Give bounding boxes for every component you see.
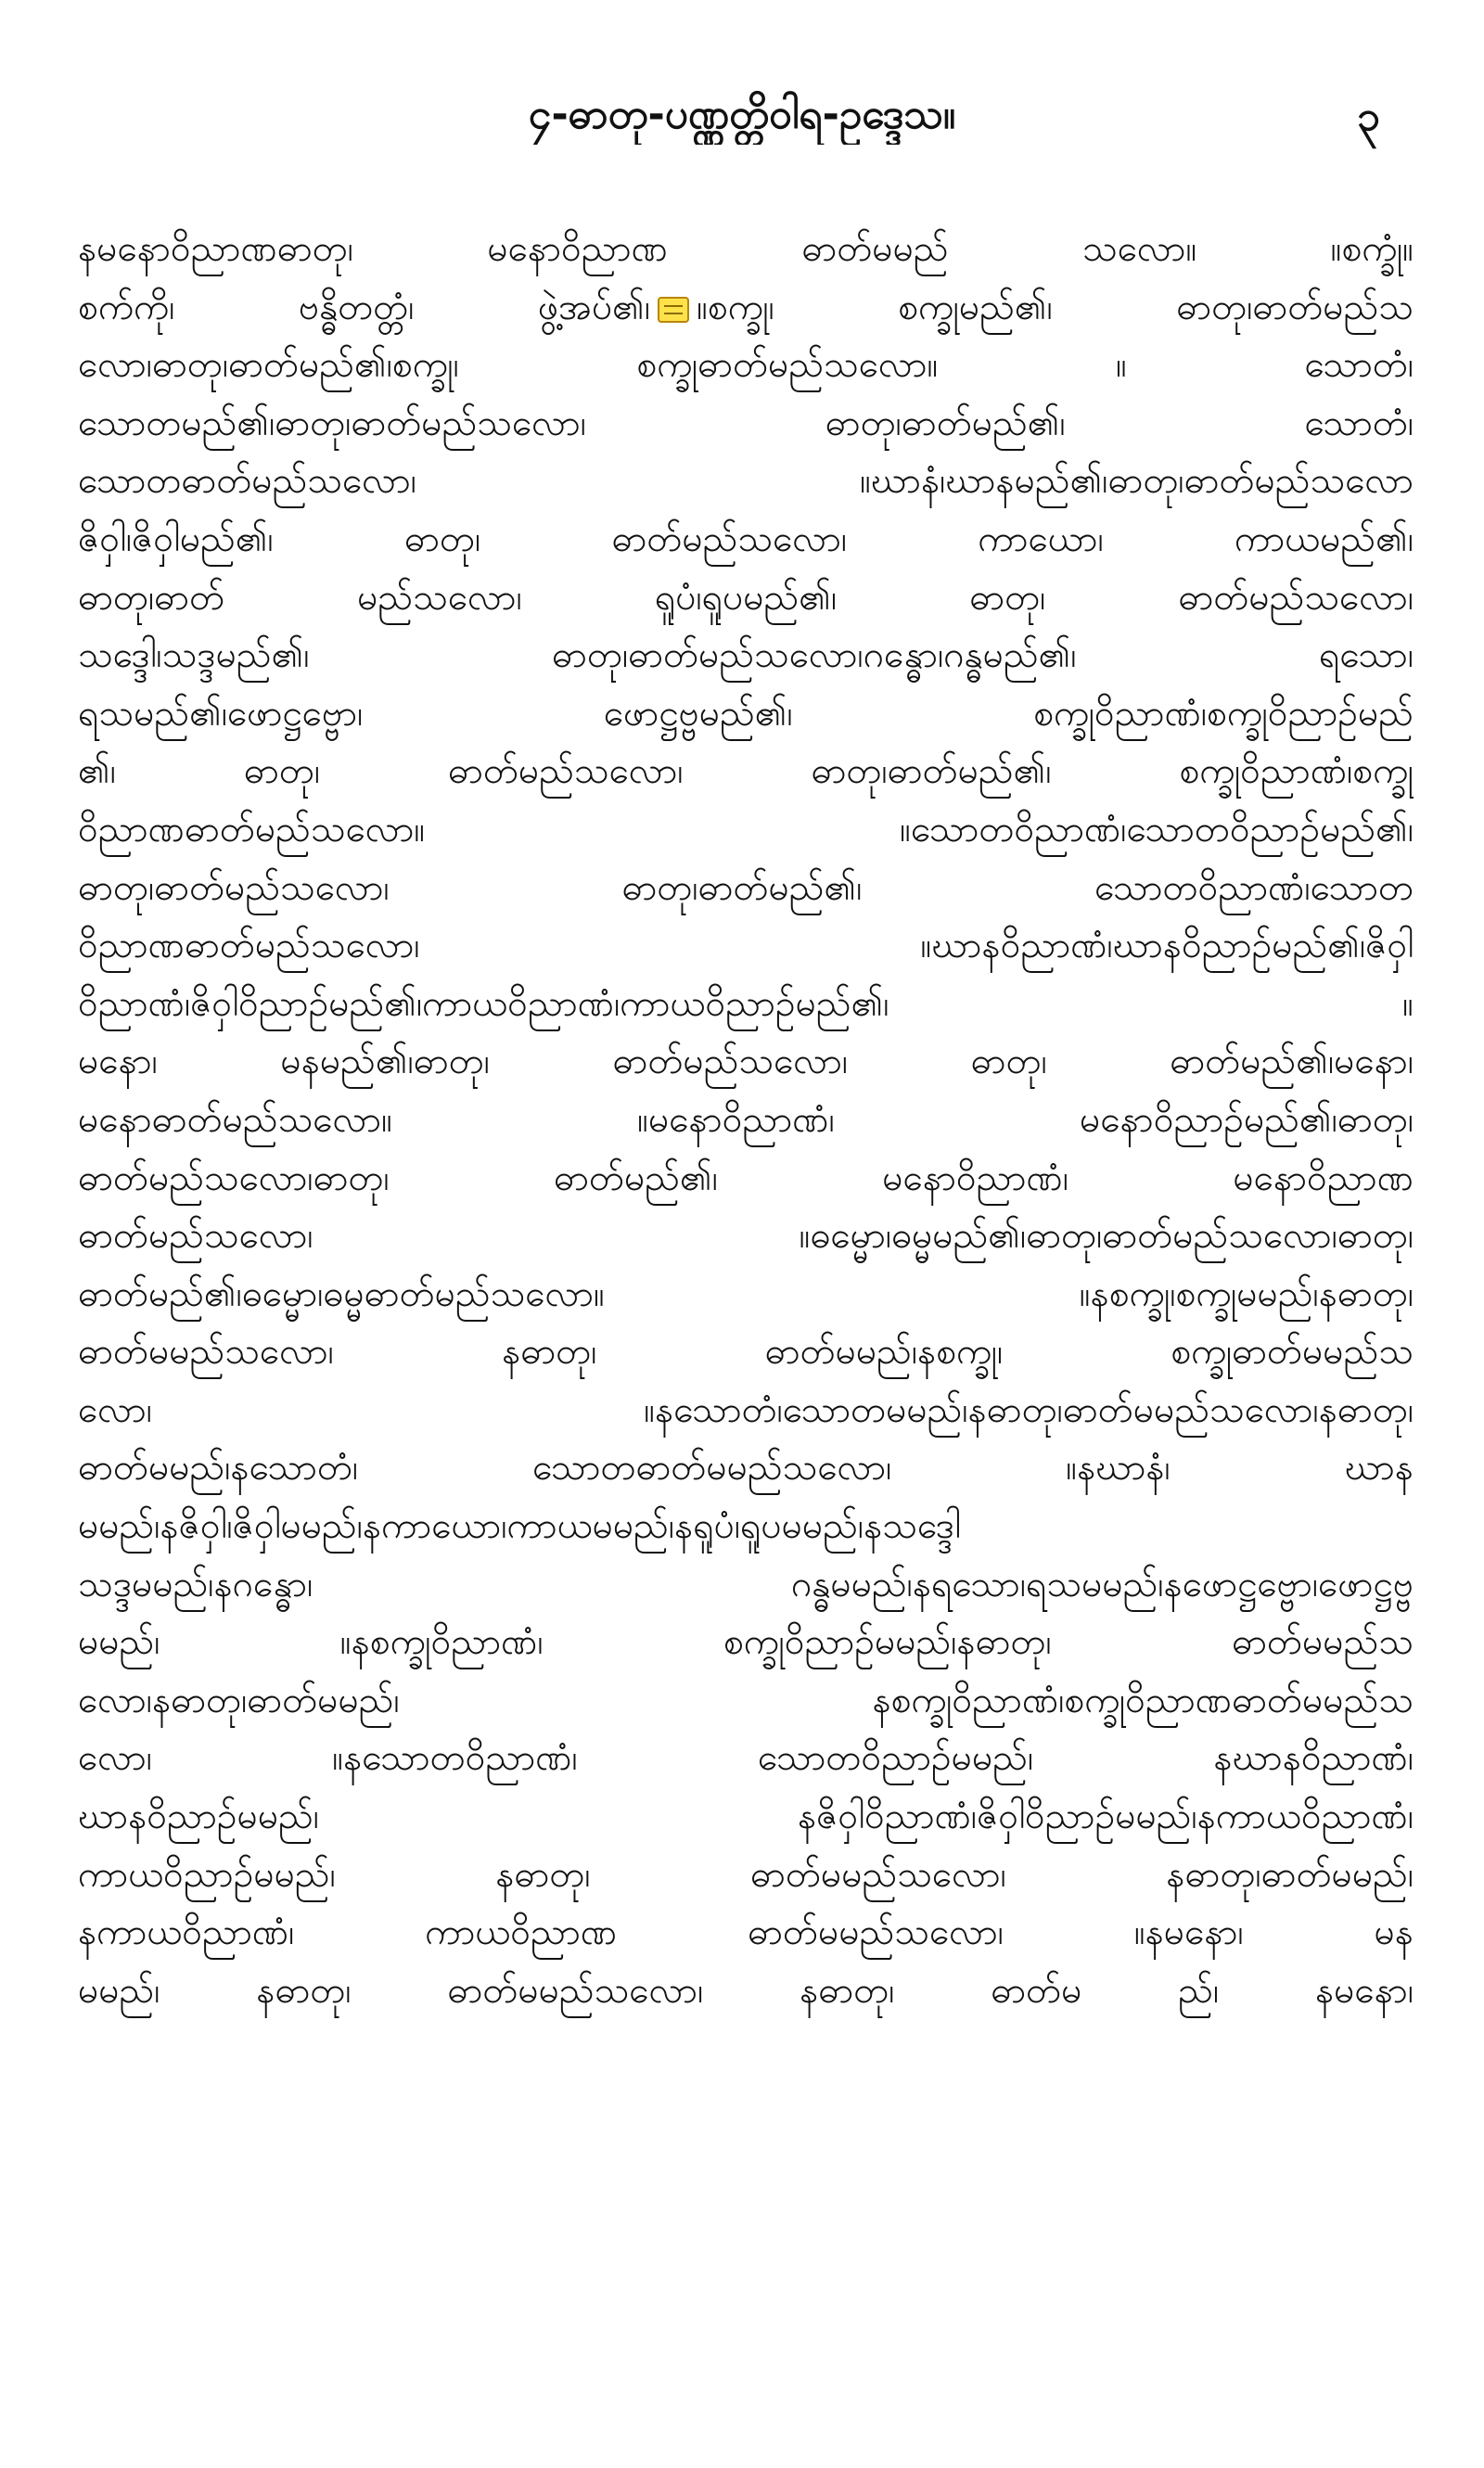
text-line: မမည်၊ ။နစက္ခုဝိညာဏံ၊ စက္ခုဝိညာဉ်မမည်၊နဓာတု၊ ဓာတ်မမည်သ xyxy=(78,1621,1414,1664)
text-line: ဓာတ်မည်သလော၊ ။ဓမ္မော၊ဓမ္မမည်၏၊ဓာတု၊ဓာတ်မည်သလော၊ဓာတု၊ xyxy=(78,1215,1414,1258)
text-line: မမည်၊ နဓာတု၊ ဓာတ်မမည်သလော၊ နဓာတု၊ ဓာတ်မ ည်၊ နမနော၊ xyxy=(78,1969,1414,2012)
text-line: လော၊နဓာတု၊ဓာတ်မမည်၊ နစက္ခုဝိညာဏံ၊စက္ခုဝိညာဏဓာတ်မမည်သ xyxy=(78,1679,1414,1721)
text-line-end: ။စက္ခု၊ စက္ခုမည်၏၊ ဓာတု၊ဓာတ်မည်သ xyxy=(697,286,1414,328)
text-line: ကာယဝိညာဉ်မမည်၊ နဓာတု၊ ဓာတ်မမည်သလော၊ နဓာတု၊ဓာတ်မမည်၊ xyxy=(78,1853,1414,1896)
text-line: ဓာတ်မည်၏၊ဓမ္မော၊ဓမ္မဓာတ်မည်သလော။ ။နစက္ခု၊စက္ခုမမည်၊နဓာတု၊ xyxy=(78,1272,1414,1315)
running-head: ၄-ဓာတု-ပဏ္ဏတ္တိဝါရ-ဥဒ္ဒေသ။ xyxy=(528,91,956,138)
text-line: ဓာတ်မည်သလော၊ဓာတု၊ ဓာတ်မည်၏၊ မနောဝိညာဏံ၊ မနောဝိညာဏ xyxy=(78,1157,1414,1199)
text-line: ဓာတ်မမည်သလော၊ နဓာတု၊ ဓာတ်မမည်၊နစက္ခု၊ စက္ခုဓာတ်မမည်သ xyxy=(78,1331,1414,1374)
text-line: သောတမည်၏၊ဓာတု၊ဓာတ်မည်သလော၊ ဓာတု၊ဓာတ်မည်၏၊ သောတံ၊ xyxy=(78,402,1414,444)
text-line: ဝိညာဏဓာတ်မည်သလော။ ။သောတဝိညာဏံ၊သောတဝိညာဉ်မည်၏၊ xyxy=(78,808,1414,850)
text-line: လော၊ဓာတု၊ဓာတ်မည်၏၊စက္ခု၊ စက္ခုဓာတ်မည်သလော။ ။ သောတံ၊ xyxy=(78,344,1414,387)
text-line: မမည်၊နဇိဝှါ၊ဇိဝှါမမည်၊နကာယော၊ကာယမမည်၊နရူပံ၊ရူပမမည်၊နသဒ္ဒေါ xyxy=(78,1505,961,1548)
text-line: သောတဓာတ်မည်သလော၊ ။ဃာနံ၊ဃာနမည်၏၊ဓာတု၊ဓာတ်မည်သလော xyxy=(78,460,1414,503)
text-line: ရသမည်၏၊ဖောဋ္ဌဗ္ဗော၊ ဖောဋ္ဌဗ္ဗမည်၏၊ စက္ခုဝိညာဏံ၊စက္ခုဝိညာဉ်မည် xyxy=(78,692,1414,735)
text-line: နကာယဝိညာဏံ၊ ကာယဝိညာဏ ဓာတ်မမည်သလော၊ ။နမနော၊ မန xyxy=(78,1912,1414,1954)
text-line: ဝိညာဏဓာတ်မည်သလော၊ ။ဃာနဝိညာဏံ၊ဃာနဝိညာဉ်မည်၏၊ဇိဝှါ xyxy=(78,925,1414,967)
text-line: လော၊ ။နသောတဝိညာဏံ၊ သောတဝိညာဉ်မမည်၊ နဃာနဝိညာဏံ၊ xyxy=(78,1737,1414,1780)
text-line: ၏၊ ဓာတု၊ ဓာတ်မည်သလော၊ ဓာတု၊ဓာတ်မည်၏၊ စက္ခုဝိညာဏံ၊စက္ခု xyxy=(78,750,1414,793)
text-line: လော၊ ။နသောတံ၊သောတမမည်၊နဓာတု၊ဓာတ်မမည်သလော၊နဓာတု၊ xyxy=(78,1388,1414,1431)
text-line: ဓာတု၊ဓာတ်မည်သလော၊ ဓာတု၊ဓာတ်မည်၏၊ သောတဝိညာဏံ၊သောတ xyxy=(78,866,1414,909)
text-line-with-note xyxy=(78,279,1414,338)
text-line: သဒ္ဒမမည်၊နဂန္ဓော၊ ဂန္ဓမမည်၊နရသော၊ရသမမည်၊နဖောဋ္ဌဗ္ဗော၊ဖောဋ္ဌဗ္ဗ xyxy=(78,1563,1414,1605)
page-number: ၃ xyxy=(1357,93,1380,140)
note-icon[interactable] xyxy=(658,297,689,323)
text-line: ဃာနဝိညာဉ်မမည်၊ နဇိဝှါဝိညာဏံ၊ဇိဝှါဝိညာဉ်မမည်၊နကာယဝိညာဏံ၊ xyxy=(78,1796,1414,1838)
text-line: ဓာတု၊ဓာတ် မည်သလော၊ ရူပံ၊ရူပမည်၏၊ ဓာတု၊ ဓာတ်မည်သလော၊ xyxy=(78,576,1414,619)
text-line: ဝိညာဏံ၊ဇိဝှါဝိညာဉ်မည်၏၊ကာယဝိညာဏံ၊ကာယဝိညာဉ်မည်၏၊ ။ xyxy=(78,982,1414,1025)
body-text xyxy=(78,221,1414,2020)
text-line: ဇိဝှါ၊ဇိဝှါမည်၏၊ ဓာတု၊ ဓာတ်မည်သလော၊ ကာယော၊ ကာယမည်၏၊ xyxy=(78,518,1414,560)
text-line: မနော၊ မနမည်၏၊ဓာတု၊ ဓာတ်မည်သလော၊ ဓာတု၊ ဓာတ်မည်၏၊မနော၊ xyxy=(78,1041,1414,1083)
text-line: ဓာတ်မမည်၊နသောတံ၊ သောတဓာတ်မမည်သလော၊ ။နဃာနံ၊ ဃာန xyxy=(78,1447,1414,1490)
text-line: နမနောဝိညာဏဓာတု၊ မနောဝိညာဏ ဓာတ်မမည် သလော။ ။စက္ခုံ။ xyxy=(78,228,1414,270)
text-line-start: စက်ကို၊ ဗန္ဓိတတ္တံ၊ ဖွဲ့အပ်၏၊ xyxy=(78,286,651,328)
text-line: မနောဓာတ်မည်သလော။ ။မနောဝိညာဏံ၊ မနောဝိညာဉ်မည်၏၊ဓာတု၊ xyxy=(78,1098,1414,1141)
text-line: သဒ္ဒေါ၊သဒ္ဒမည်၏၊ ဓာတု၊ဓာတ်မည်သလော၊ဂန္ဓော၊ဂန္ဓမည်၏၊ ရသော၊ xyxy=(78,634,1414,677)
